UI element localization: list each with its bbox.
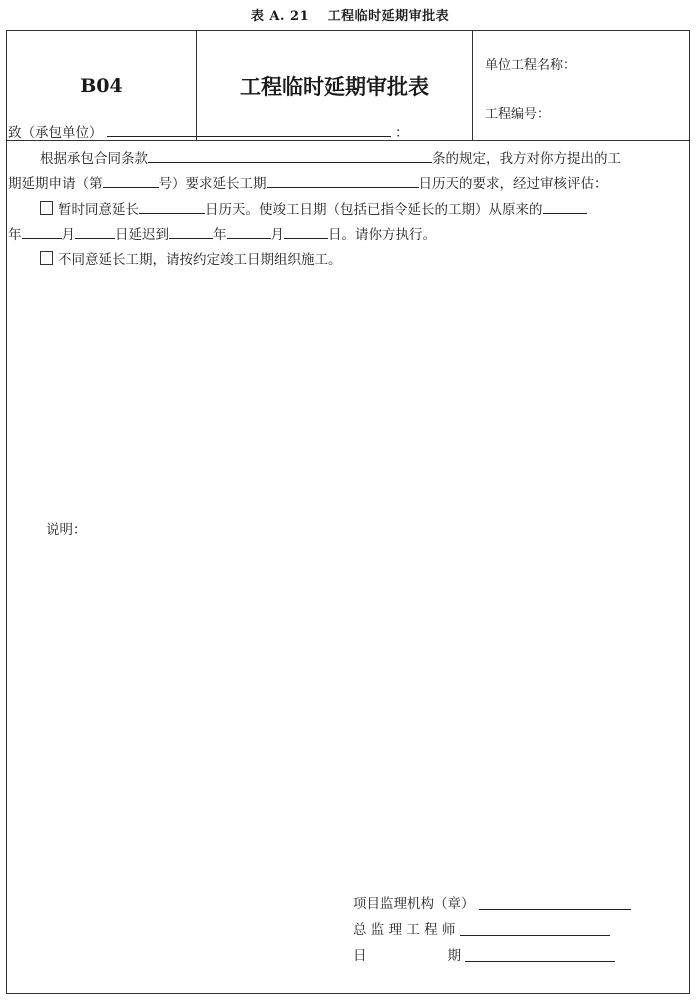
- signature-date-line: [353, 944, 615, 964]
- new-month-field[interactable]: [227, 222, 271, 239]
- option-disagree-line: [8, 248, 692, 273]
- assessment-text: 日历天的要求，经过审核评估：: [418, 176, 608, 192]
- new-day-field[interactable]: [284, 222, 328, 239]
- new-year-label: 年: [213, 227, 227, 243]
- original-month-field[interactable]: [22, 222, 62, 239]
- granted-days-field[interactable]: [139, 197, 205, 214]
- paragraph-line-2: [8, 171, 692, 197]
- recipient-line: [8, 120, 692, 146]
- month-label: 月: [61, 227, 75, 243]
- requested-days-field[interactable]: [267, 171, 419, 188]
- signature-chief-line: [353, 918, 610, 938]
- agree-checkbox[interactable]: [40, 201, 53, 215]
- contract-clause-field[interactable]: [148, 146, 432, 163]
- form-title: 工程临时延期审批表: [197, 31, 473, 140]
- option-agree-line-2: [8, 222, 692, 248]
- original-year-field[interactable]: [543, 197, 587, 214]
- paragraph-line-1: [8, 146, 692, 172]
- supervision-org-field[interactable]: [479, 893, 631, 910]
- signature-org-line: [353, 892, 631, 912]
- execute-text: 日。请你方执行。: [328, 227, 436, 243]
- form-body: [8, 120, 692, 272]
- form-code: B04: [7, 31, 197, 140]
- note-label: 说明：: [46, 522, 87, 538]
- table-caption: 表 A. 21 工程临时延期审批表: [250, 9, 450, 24]
- new-year-field[interactable]: [169, 222, 213, 239]
- disagree-checkbox[interactable]: [40, 251, 53, 265]
- date-field[interactable]: [465, 945, 615, 962]
- new-month-label: 月: [270, 227, 284, 243]
- agree-text: 日历天。使竣工日期（包括已指令延长的工期）从原来的: [205, 201, 543, 218]
- agree-label: 暂时同意延长: [58, 201, 139, 218]
- chief-engineer-field[interactable]: [460, 919, 610, 936]
- request-number-field[interactable]: [103, 171, 159, 188]
- request-no-label: 期延期申请（第: [8, 176, 103, 192]
- date-label: 日 期: [353, 948, 461, 964]
- year-label: 年: [8, 227, 22, 243]
- delay-to-label: 日延迟到: [115, 227, 169, 243]
- project-number-label: 工程编号：: [485, 107, 551, 122]
- original-day-field[interactable]: [75, 222, 115, 239]
- recipient-colon: ：: [395, 125, 409, 141]
- extension-label: 号）要求延长工期: [158, 176, 267, 192]
- unit-project-name-label: 单位工程名称：: [485, 58, 577, 73]
- option-agree-line-1: [8, 197, 692, 223]
- disagree-text: 不同意延长工期，请按约定竣工日期组织施工。: [58, 251, 342, 268]
- recipient-label: 致（承包单位）: [8, 125, 103, 141]
- chief-engineer-label: 总 监 理 工 程 师: [353, 922, 456, 938]
- clause-label: 根据承包合同条款: [40, 150, 148, 167]
- recipient-field[interactable]: [107, 120, 391, 137]
- clause-suffix: 条的规定，我方对你方提出的工: [432, 150, 621, 167]
- supervision-org-label: 项目监理机构（章）: [353, 896, 475, 912]
